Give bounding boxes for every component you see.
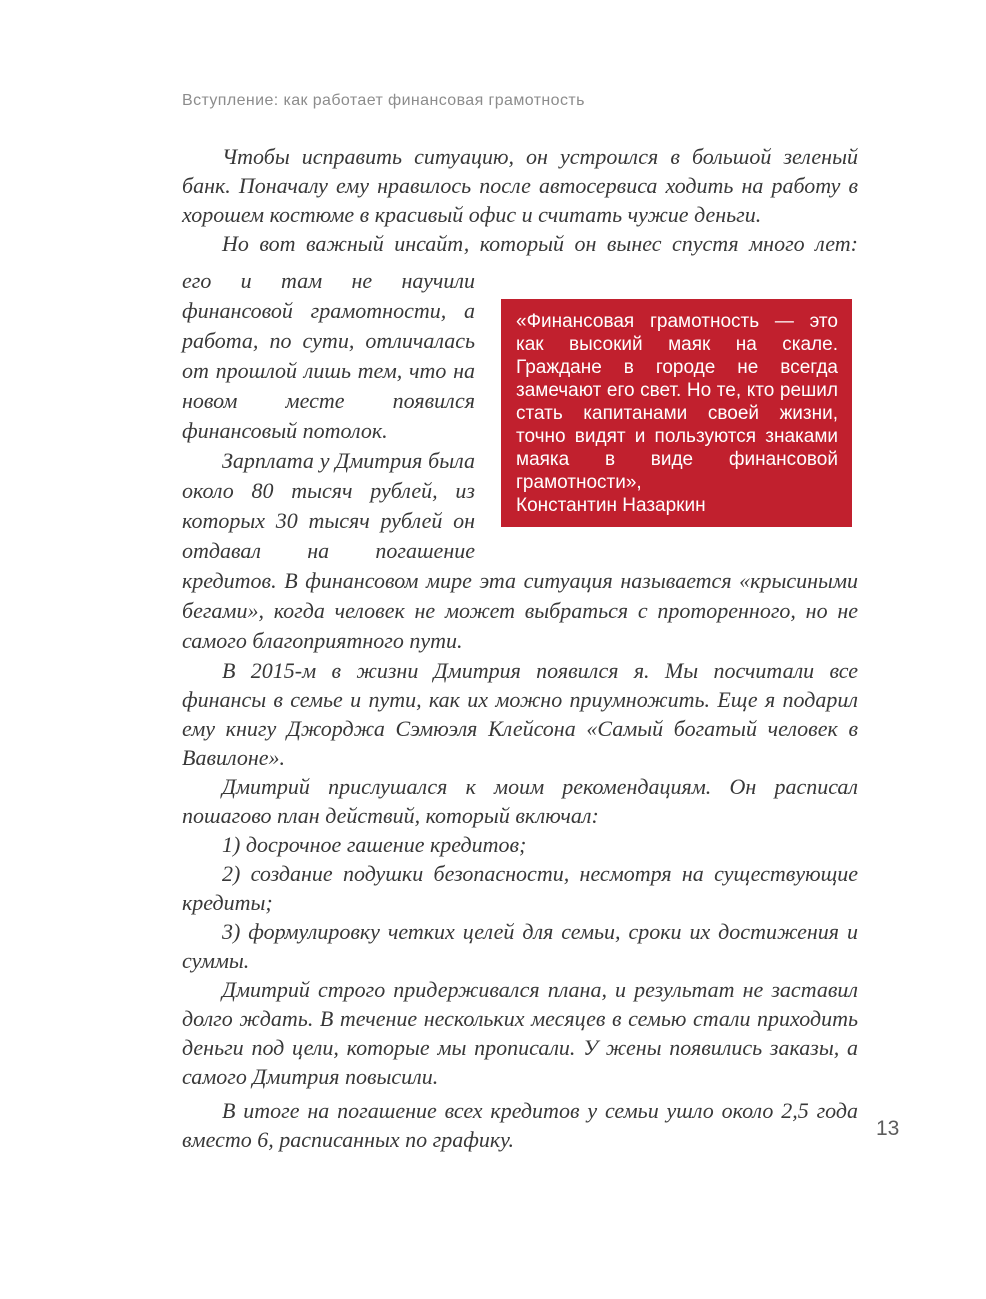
page-content bbox=[182, 142, 858, 1154]
plan-list-item: 2) создание подушки безопасности, несмотря на существующие кредиты; bbox=[182, 861, 858, 915]
quote-author: Константин Назаркин bbox=[516, 495, 706, 516]
paragraph: Дмитрий строго придерживался плана, и результат не заставил долго ждать. В течение нескольких месяцев в семью стали приходить деньги под цели, которые мы прописали. У жены появились заказы, а самого Дмитрия повысили. bbox=[182, 977, 858, 1089]
quote-box bbox=[501, 299, 852, 527]
paragraph: В итоге на погашение всех кредитов у семьи ушло около 2,5 года вместо 6, расписанных по графику. bbox=[182, 1098, 858, 1152]
wrap-section bbox=[182, 266, 858, 656]
running-head: Вступление: как работает финансовая грамотность bbox=[182, 92, 585, 109]
page-number: 13 bbox=[876, 1117, 900, 1140]
paragraph: Но вот важный инсайт, который он вынес спустя много лет: bbox=[222, 231, 858, 256]
paragraph: его и там не научили финансовой грамотности, а работа, по сути, отличалась от прошлой лишь тем, что на новом месте появился финансовый потолок. bbox=[182, 268, 475, 443]
quote-text: «Финансовая грамотность — это как высокий маяк на скале. Граждане в городе не всегда замечают его свет. Но те, кто решил стать капитанами своей жизни, точно видят и пользуются знаками маяка в виде финансовой грамотности», bbox=[516, 311, 838, 493]
plan-list-item: 3) формулировку четких целей для семьи, сроки их достижения и суммы. bbox=[182, 919, 858, 973]
paragraph: Зарплата у Дмитрия была около 80 тысяч рублей, из которых 30 тысяч рублей он отдавал на погашение кредитов. В финансовом мире эта ситуация называется «крысиными бегами», когда человек не может выбраться с проторенного, но не самого благоприятного пути. bbox=[182, 448, 858, 653]
paragraph: В 2015-м в жизни Дмитрия появился я. Мы посчитали все финансы в семье и пути, как их можно приумножить. Еще я подарил ему книгу Джорджа Сэмюэля Клейсона «Самый богатый человек в Вавилоне». bbox=[182, 658, 858, 770]
paragraph: Дмитрий прислушался к моим рекомендациям. Он расписал пошагово план действий, который включал: bbox=[182, 774, 858, 828]
paragraph: Чтобы исправить ситуацию, он устроился в большой зеленый банк. Поначалу ему нравилось после автосервиса ходить на работу в хорошем костюме в красивый офис и считать чужие деньги. bbox=[182, 144, 858, 227]
plan-list-item: 1) досрочное гашение кредитов; bbox=[222, 832, 527, 857]
